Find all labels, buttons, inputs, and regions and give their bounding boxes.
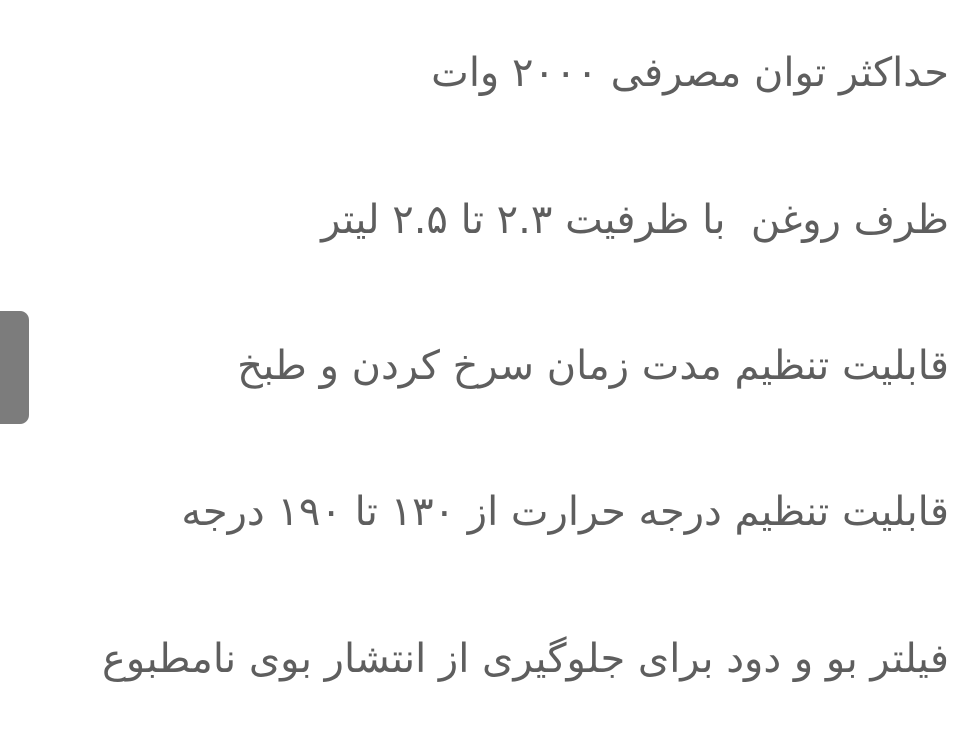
spec-line-power: حداکثر توان مصرفی ۲۰۰۰ وات xyxy=(431,50,949,97)
spec-line-timer: قابلیت تنظیم مدت زمان سرخ کردن و طبخ xyxy=(237,343,949,390)
scrollbar-thumb[interactable] xyxy=(0,311,29,424)
spec-line-temperature: قابلیت تنظیم درجه حرارت از ۱۳۰ تا ۱۹۰ درجه xyxy=(181,489,949,536)
spec-line-oil-capacity: ظرف روغن با ظرفیت ۲.۳ تا ۲.۵ لیتر xyxy=(321,196,949,243)
spec-line-odor-filter: فیلتر بو و دود برای جلوگیری از انتشار بوی نامطبوع xyxy=(101,635,949,682)
